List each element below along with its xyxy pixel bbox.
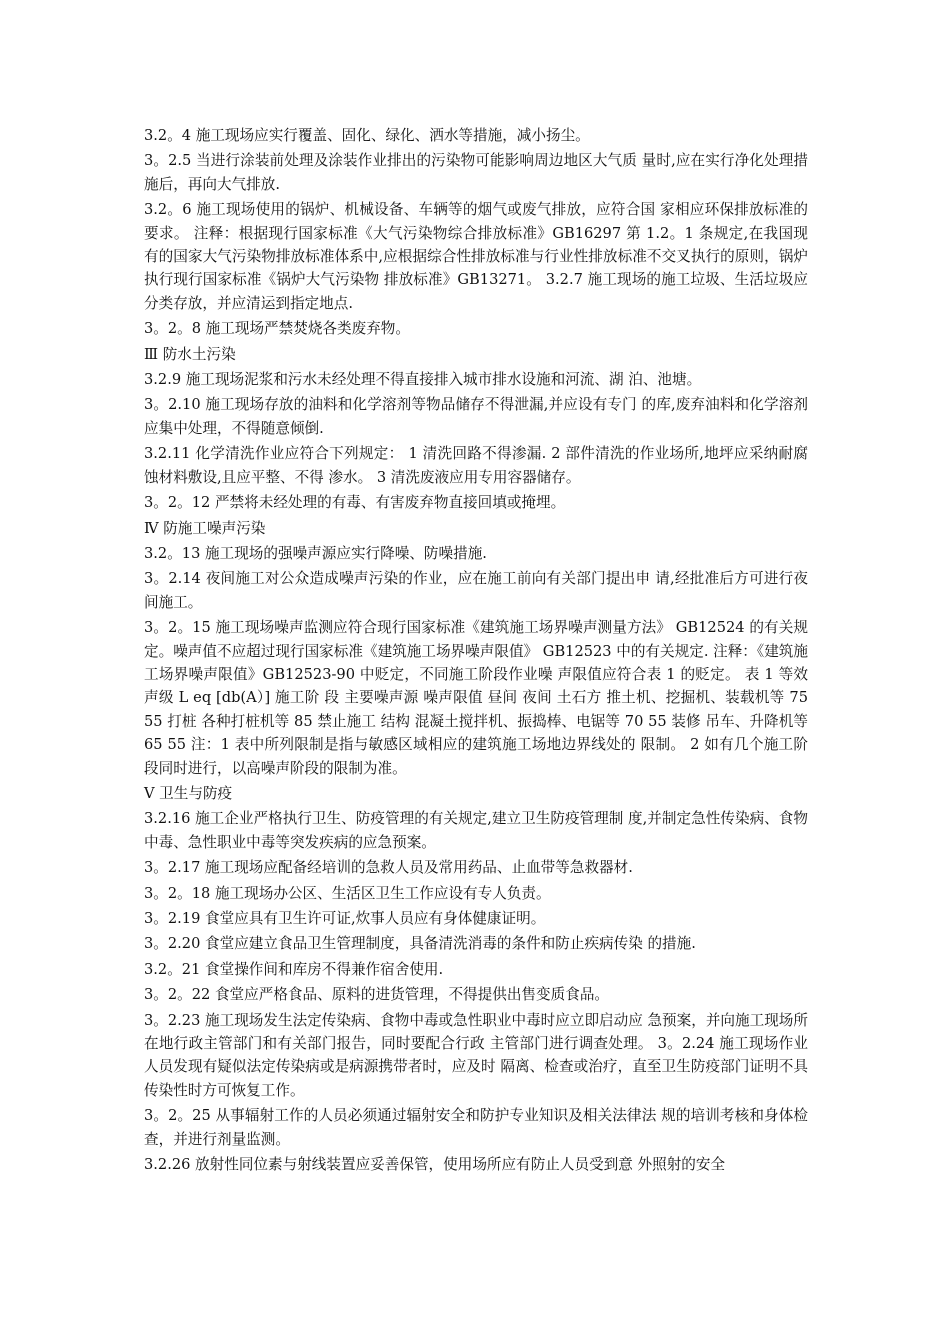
paragraph-3-2-6: 3.2。6 施工现场使用的锅炉、机械设备、车辆等的烟气或废气排放，应符合国 家相应环保排放标准的要求。 注释：根据现行国家标准《大气污染物综合排放标准》GB16297 第 1.2。1 条规定,在我国现有的国家大气污染物排放标准体系中,应根据综合性排放标准与行业性排放标准不交叉执行的原则，锅炉执行现行国家标准《锅炉大气污染物 排放标准》GB13271。 3.2.7 施工现场的施工垃圾、生活垃圾应分类存放，并应清运到指定地点.: [144, 201, 808, 312]
paragraph-3-2-26: 3.2.26 放射性同位素与射线装置应妥善保管，使用场所应有防止人员受到意 外照射的安全: [144, 1156, 726, 1174]
paragraph-3-2-23: 3。2.23 施工现场发生法定传染病、食物中毒或急性职业中毒时应立即启动应 急预案，并向施工现场所在地行政主管部门和有关部门报告，同时要配合行政 主管部门进行调查处理。 3。2.24 施工现场作业人员发现有疑似法定传染病或是病源携带者时，应及时 隔离、检查或治疗，直至卫生防疫部门证明不具传染性时方可恢复工作。: [144, 1011, 808, 1099]
paragraph-3-2-8: 3。2。8 施工现场严禁焚烧各类废弃物。: [144, 320, 410, 338]
paragraph-3-2-4: 3.2。4 施工现场应实行覆盖、固化、绿化、洒水等措施，减小扬尘。: [144, 127, 590, 144]
paragraph-3-2-16: 3.2.16 施工企业严格执行卫生、防疫管理的有关规定,建立卫生防疫管理制 度,并制定急性传染病、食物中毒、急性职业中毒等突发疾病的应急预案。: [144, 810, 808, 851]
paragraph-3-2-13: 3.2。13 施工现场的强噪声源应实行降噪、防噪措施.: [144, 544, 487, 562]
paragraph-3-2-14: 3。2.14 夜间施工对公众造成噪声污染的作业，应在施工前向有关部门提出申 请,经批准后方可进行夜间施工。: [144, 570, 808, 611]
paragraph-3-2-25: 3。2。25 从事辐射工作的人员必须通过辐射安全和防护专业知识及相关法律法 规的培训考核和身体检查，并进行剂量监测。: [144, 1107, 808, 1148]
section-heading-iii: Ⅲ 防水土污染: [144, 345, 236, 363]
paragraph-3-2-11: 3.2.11 化学清洗作业应符合下列规定： 1 清洗回路不得渗漏. 2 部件清洗的作业场所,地坪应采纳耐腐蚀材料敷设,且应平整、不得 渗水。 3 清洗废液应用专用容器储存。: [144, 445, 808, 486]
paragraph-3-2-15: 3。2。15 施工现场噪声监测应符合现行国家标准《建筑施工场界噪声测量方法》 GB12524 的有关规定。噪声值不应超过现行国家标准《建筑施工场界噪声限值》 GB12523 中的有关规定. 注释：《建筑施工场界噪声限值》GB12523-90 中贬定，不同施工阶段作业噪 声限值应符合表 1 的贬定。 表 1 等效声级 L eq [db(A）] 施工阶 段 主要噪声源 噪声限值 昼间 夜间 土石方 推土机、挖掘机、装载机等 75 55 打桩 各种打桩机等 85 禁止施工 结构 混凝土搅拌机、振捣棒、电锯等 70 55 装修 吊车、升降机等 65 55 注：1 表中所列限制是指与敏感区域相应的建筑施工场地边界线处的 限制。 2 如有几个施工阶段同时进行，以高噪声阶段的限制为准。: [144, 619, 808, 777]
section-heading-iv: Ⅳ 防施工噪声污染: [144, 519, 266, 537]
paragraph-3-2-18: 3。2。18 施工现场办公区、生活区卫生工作应设有专人负责。: [144, 884, 551, 902]
paragraph-3-2-17: 3。2.17 施工现场应配备经培训的急救人员及常用药品、止血带等急救器材.: [144, 859, 633, 877]
paragraph-3-2-19: 3。2.19 食堂应具有卫生许可证,炊事人员应有身体健康证明。: [144, 910, 546, 927]
paragraph-3-2-12: 3。2。12 严禁将未经处理的有毒、有害废弃物直接回填或掩埋。: [144, 494, 566, 512]
section-heading-v: Ⅴ 卫生与防疫: [144, 784, 233, 802]
paragraph-3-2-9: 3.2.9 施工现场泥浆和污水未经处理不得直接排入城市排水设施和河流、湖 泊、池塘。: [144, 371, 702, 389]
document-body: [144, 124, 808, 1178]
paragraph-3-2-10: 3。2.10 施工现场存放的油料和化学溶剂等物品储存不得泄漏,并应设有专门 的库,废弃油料和化学溶剂应集中处理，不得随意倾倒.: [144, 396, 808, 437]
paragraph-3-2-20: 3。2.20 食堂应建立食品卫生管理制度，具备清洗消毒的条件和防止疾病传染 的措施.: [144, 935, 696, 953]
paragraph-3-2-21: 3.2。21 食堂操作间和库房不得兼作宿舍使用.: [144, 960, 444, 978]
paragraph-3-2-22: 3。2。22 食堂应严格食品、原料的进货管理，不得提供出售变质食品。: [144, 986, 610, 1004]
paragraph-3-2-5: 3。2.5 当进行涂装前处理及涂装作业排出的污染物可能影响周边地区大气质 量时,应在实行净化处理措施后，再向大气排放.: [144, 152, 808, 193]
